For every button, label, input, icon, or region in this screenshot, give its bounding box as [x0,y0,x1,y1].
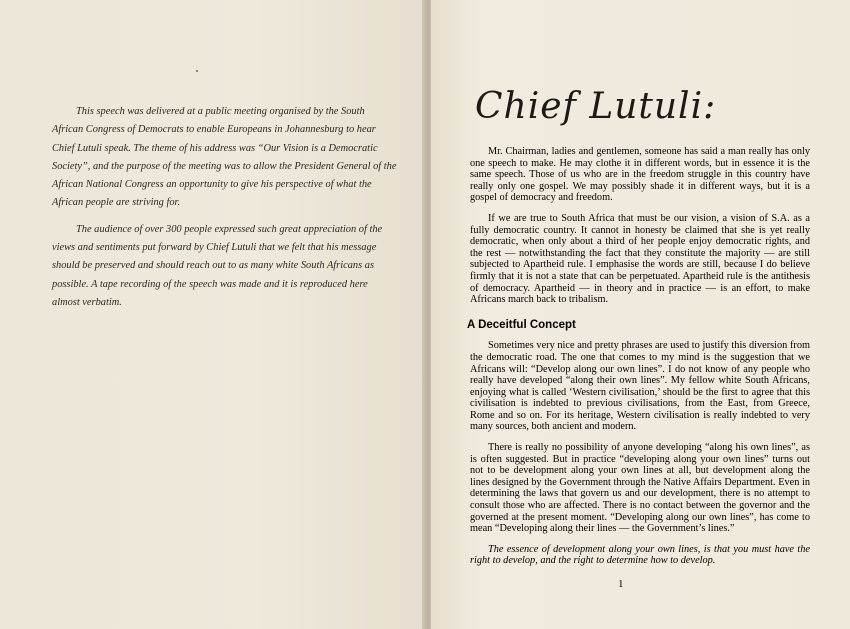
section-paragraph-1: Sometimes very nice and pretty phrases are used to justify this diversion from the democratic road. The one that comes to my mind is the suggestion that we Africans will: “Develop along our own lines”. I do not know of any people who really have developed “along their own lines”. My fellow white South Africans, enjoying what is called ‘Western civilisation,’ should be the first to agree that this civilisation is indebted to previous civilisations, from the East, from Greece, Rome and so on. For its heritage, Western civilisation is really indebted to very many sources, both ancient and modern. [470,340,810,433]
intro-paragraph-1: This speech was delivered at a public meeting organised by the South African Congress of Democrats to enable Europeans in Johannesburg to hear Chief Lutuli speak. The theme of his address was “Our Vision is a Democratic Society”, and the purpose of the meeting was to allow the President General of the African National Congress an opportunity to give his perspective of what the African people are striving for. [52,106,397,209]
speech-paragraph-2: If we are true to South Africa that must be our vision, a vision of S.A. as a fully democratic country. It cannot in honesty be claimed that she is yet really democratic, when only about a third of her people enjoy democratic rights, and the rest — notwithstanding the fact that they constitute the majority — are still subjected to Apartheid rule. I emphasise the words are still, because I do believe firmly that it is not a state that can be perpetuated. Apartheid rule is the antithesis of democracy. Apartheid — in theory and in practice — is an effort, to make Africans march back to tribalism. [470,212,810,306]
speech-paragraph-1: Mr. Chairman, ladies and gentlemen, someone has said a man really has only one speech to make. He may clothe it in different words, but in essence it is the same speech. Those of us who are in the freedom struggle in this country have really only one gospel. We may possibly shade it in different ways, but it is a gospel of democracy and freedom. [470,146,810,204]
ink-speck [196,70,198,72]
section-heading: A Deceitful Concept [467,318,576,331]
intro-note [52,103,397,320]
speech-body [467,146,810,576]
section-paragraph-2: There is really no possibility of anyone developing “along his own lines”, as is often suggested. But in practice “developing along your own lines” turns out not to be development along your own lines at all, but development along the lines designed by the Government through the Native Affairs Department. Even in determining the laws that govern us and our development, there is no attempt to consult those who are affected. There is no contact between the governor and the governed at the present moment. “Developing along our own lines”, has come to mean “Developing along their lines — the Government’s lines.” [470,442,810,535]
page-number: 1 [618,578,624,590]
speech-title: Chief Lutuli: [475,86,717,127]
intro-paragraph-2: The audience of over 300 people expressed such great appreciation of the views and sentiments put forward by Chief Lutuli that we felt that his message should be preserved and should reach out to as many white South Africans as possible. A tape recording of the speech was made and it is reproduced here almost verbatim. [52,223,383,308]
section-paragraph-3: The essence of development along your own lines, is that you must have the right to develop, and the right to determine how to develop. [470,543,810,567]
